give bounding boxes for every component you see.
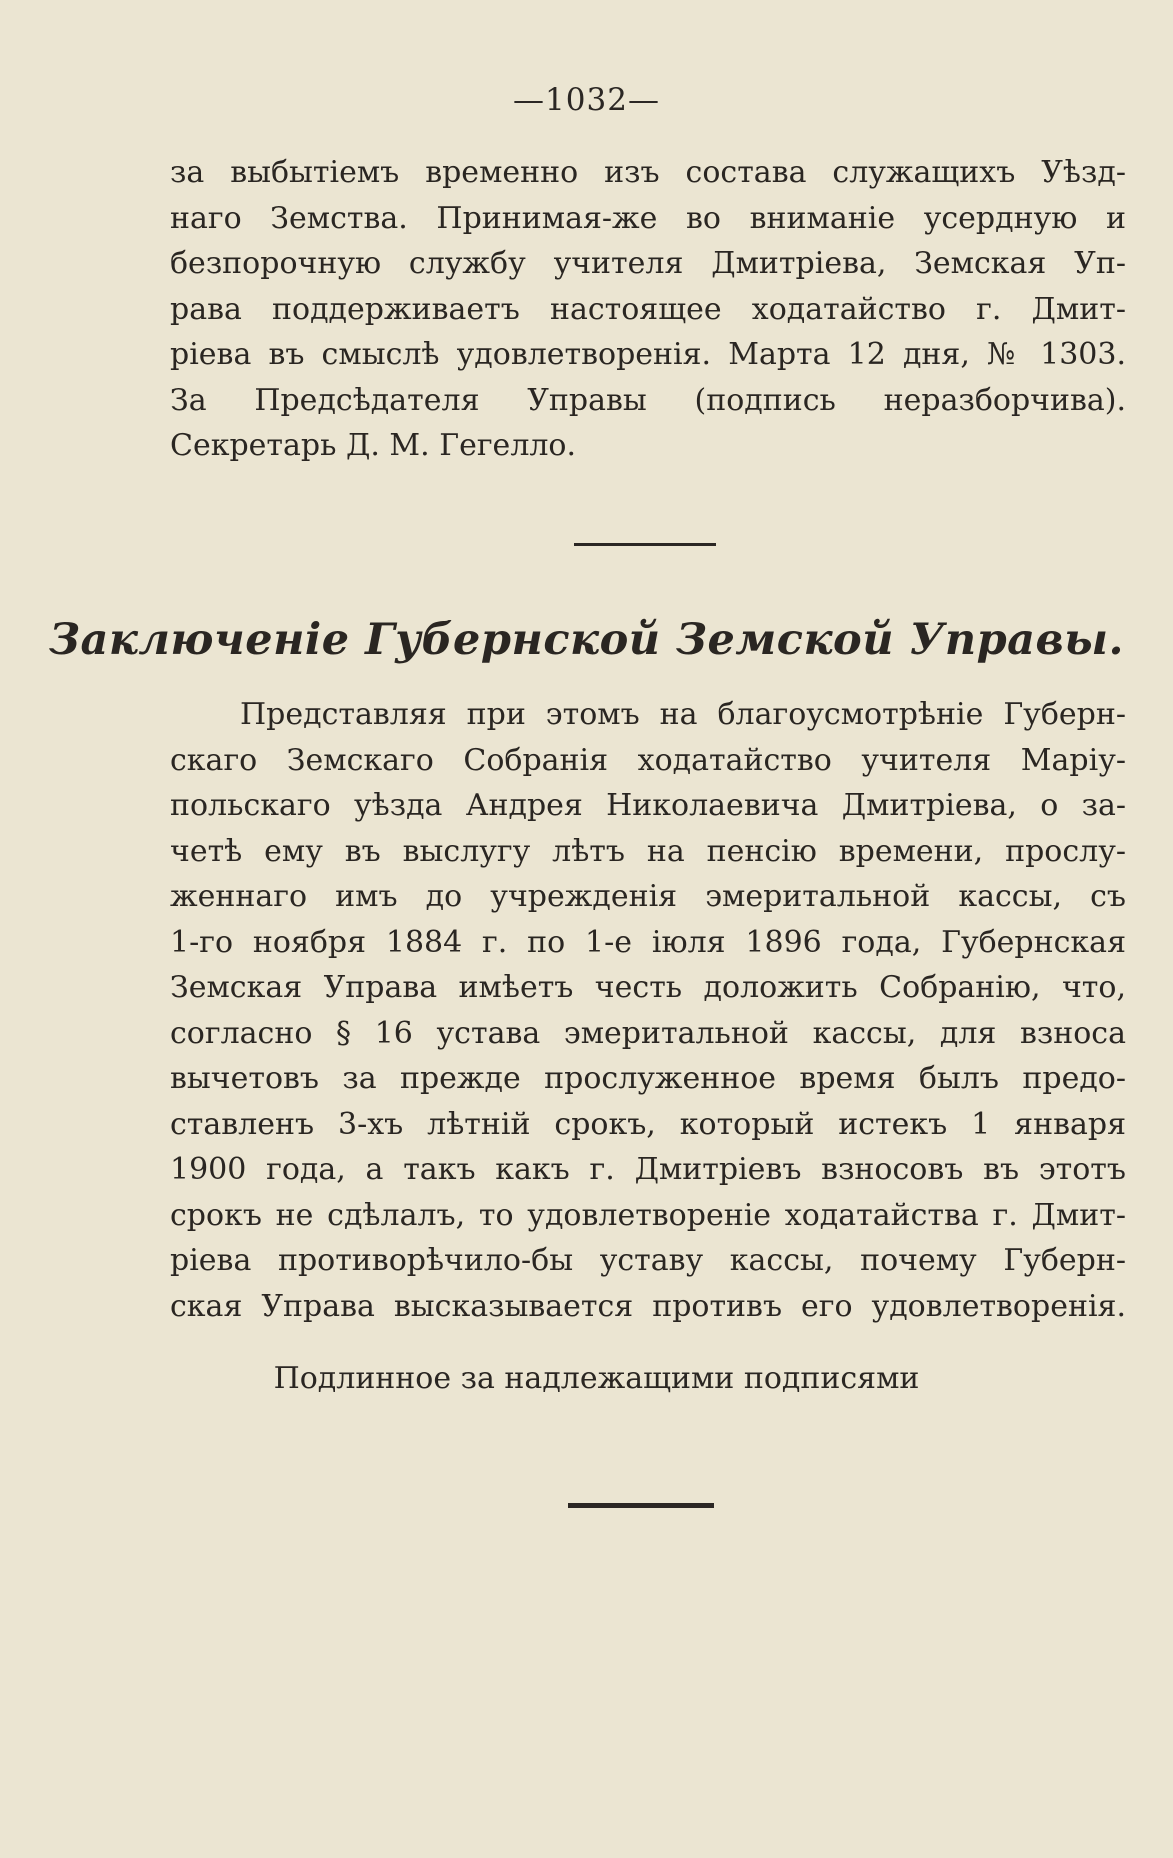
main-paragraph: [170, 692, 1126, 1329]
text-line: 1900 года, а такъ какъ г. Дмитріевъ взносовъ въ этотъ: [170, 1152, 1126, 1187]
page-number: —1032—: [513, 82, 660, 118]
text-line: срокъ не сдѣлалъ, то удовлетвореніе ходатайства г. Дмит-: [170, 1197, 1126, 1233]
text-line: За Предсѣдателя Управы (подпись неразборчива).: [170, 382, 1126, 418]
text-line: согласно § 16 устава эмеритальной кассы, для взноса: [170, 1015, 1126, 1051]
text-line: безпорочную службу учителя Дмитріева, Земская Уп-: [170, 246, 1126, 281]
closing-divider: [568, 1503, 714, 1508]
text-line: вычетовъ за прежде прослуженное время былъ предо-: [170, 1061, 1126, 1096]
text-line: женнаго имъ до учрежденія эмеритальной кассы, съ: [170, 879, 1126, 914]
text-line: ская Управа высказывается противъ его удовлетворенія.: [170, 1288, 1126, 1324]
signature-note: Подлинное за надлежащими подписями: [273, 1361, 920, 1396]
text-line: Секретарь Д. М. Гегелло.: [170, 428, 577, 463]
text-line: 1-го ноября 1884 г. по 1-е іюля 1896 года, Губернская: [170, 924, 1126, 960]
section-heading: Заключеніе Губернской Земской Управы.: [48, 615, 1125, 665]
text-line: ріева противорѣчило-бы уставу кассы, почему Губерн-: [170, 1243, 1126, 1278]
text-line: ріева въ смыслѣ удовлетворенія. Марта 12 дня, № 1303.: [170, 337, 1126, 372]
intro-paragraph: [170, 150, 1126, 469]
text-line: скаго Земскаго Собранія ходатайство учителя Маріу-: [170, 742, 1126, 778]
text-line: за выбытіемъ временно изъ состава служащихъ Уѣзд-: [170, 155, 1126, 190]
text-line: рава поддерживаетъ настоящее ходатайство г. Дмит-: [170, 291, 1126, 327]
text-line: наго Земства. Принимая-же во вниманіе усердную и: [170, 200, 1126, 236]
text-line: Представляя при этомъ на благоусмотрѣніе Губерн-: [240, 697, 1126, 732]
section-divider: [574, 543, 716, 546]
text-line: польскаго уѣзда Андрея Николаевича Дмитріева, о за-: [170, 788, 1126, 823]
text-line: четѣ ему въ выслугу лѣтъ на пенсію времени, прослу-: [170, 833, 1126, 869]
text-line: Земская Управа имѣетъ честь доложить Собранію, что,: [170, 970, 1126, 1005]
text-line: ставленъ 3-хъ лѣтній срокъ, который истекъ 1 января: [170, 1106, 1126, 1142]
